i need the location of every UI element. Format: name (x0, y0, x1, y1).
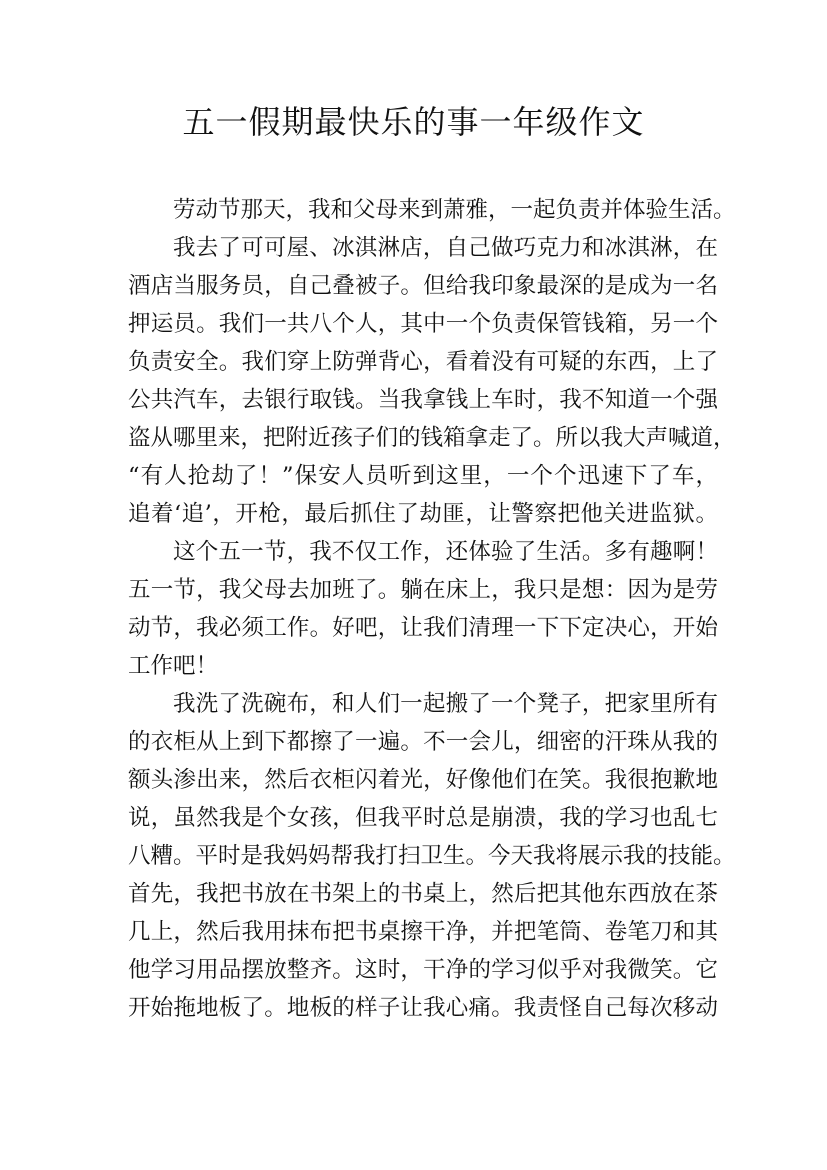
text-line: 他学习用品摆放整齐。这时，干净的学习似乎对我微笑。它 (128, 957, 718, 983)
text-line: 负责安全。我们穿上防弹背心，看着没有可疑的东西，上了 (128, 349, 718, 375)
document-body (128, 191, 736, 1027)
text-line: “有人抢劫了！”保安人员听到这里，一个个迅速下了车， (128, 463, 718, 489)
text-line: 追着‘追’，开枪，最后抓住了劫匪，让警察把他关进监狱。 (128, 501, 718, 527)
text-line: 五一节，我父母去加班了。躺在床上，我只是想：因为是劳 (128, 577, 718, 603)
text-line: 说，虽然我是个女孩，但我平时总是崩溃，我的学习也乱七 (128, 805, 718, 831)
text-line: 我洗了洗碗布，和人们一起搬了一个凳子，把家里所有 (173, 691, 718, 717)
text-line: 押运员。我们一共八个人，其中一个负责保管钱箱，另一个 (128, 311, 718, 337)
text-line: 动节，我必须工作。好吧，让我们清理一下下定决心，开始 (128, 615, 718, 641)
text-line: 这个五一节，我不仅工作，还体验了生活。多有趣啊！ (173, 539, 718, 565)
document-title: 五一假期最快乐的事一年级作文 (182, 103, 645, 141)
text-line: 首先，我把书放在书架上的书桌上，然后把其他东西放在茶 (128, 881, 718, 907)
text-line: 公共汽车，去银行取钱。当我拿钱上车时，我不知道一个强 (128, 387, 718, 413)
text-line: 额头渗出来，然后衣柜闪着光，好像他们在笑。我很抱歉地 (128, 767, 718, 793)
text-line: 几上，然后我用抹布把书桌擦干净，并把笔筒、卷笔刀和其 (128, 919, 718, 945)
text-line: 开始拖地板了。地板的样子让我心痛。我责怪自己每次移动 (128, 995, 718, 1021)
text-line: 的衣柜从上到下都擦了一遍。不一会儿，细密的汗珠从我的 (128, 729, 718, 755)
text-line: 盗从哪里来，把附近孩子们的钱箱拿走了。所以我大声喊道， (128, 425, 736, 451)
text-line: 劳动节那天，我和父母来到萧雅，一起负责并体验生活。 (173, 197, 736, 223)
text-line: 八糟。平时是我妈妈帮我打扫卫生。今天我将展示我的技能。 (128, 843, 736, 869)
text-line: 工作吧！ (128, 653, 219, 679)
text-line: 酒店当服务员，自己叠被子。但给我印象最深的是成为一名 (128, 273, 718, 299)
text-line: 我去了可可屋、冰淇淋店，自己做巧克力和冰淇淋，在 (173, 235, 718, 261)
